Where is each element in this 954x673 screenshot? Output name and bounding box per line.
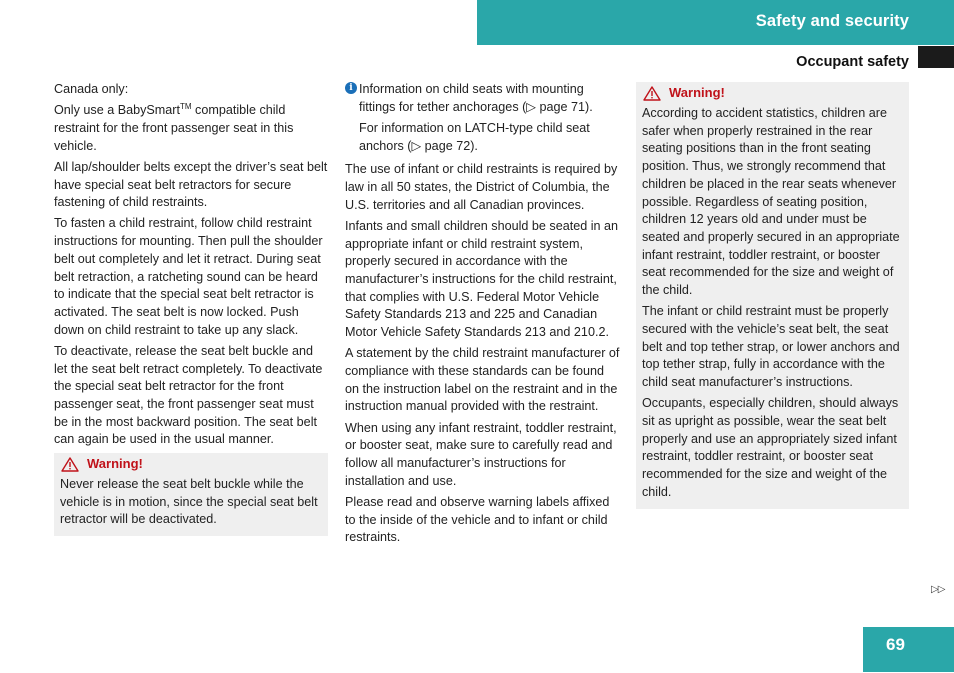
info-note	[345, 81, 621, 116]
warning-box	[54, 453, 328, 536]
warning-title: Warning!	[669, 85, 725, 100]
page-number: 69	[886, 635, 905, 654]
paragraph: Canada only:	[54, 82, 129, 96]
warning-triangle-icon	[643, 86, 661, 101]
warning-triangle-icon	[61, 457, 79, 472]
paragraph: A statement by the child restraint manufacturer of compliance with these standards can be found on the instruction label on the restraint and in the instruction manual provided with the restraint.	[345, 346, 620, 414]
info-text: Information on child seats with mounting fittings for tether anchorages (▷ page 71).	[359, 82, 593, 114]
paragraph: Infants and small children should be seated in an appropriate infant or child restraint system, properly secured in accordance with the manufacturer’s instructions for the child restraint, that complies with U.S. Federal Motor Vehicle Safety Standards 213 and 225 and Canadian Motor Vehicle Safety Standards 213 and 210.2.	[345, 218, 619, 340]
text-run: Only use a BabySmart	[54, 103, 180, 118]
warning-heading	[60, 455, 322, 473]
continued-marker: ▷▷	[931, 584, 945, 595]
paragraph: To deactivate, release the seat belt buckle and let the seat belt retract completely. To deactivate the special seat belt retractor for the front passenger seat, the front passenger seat must be in the most backward position. The seat belt can again be used in the usual manner.	[54, 343, 323, 447]
warning-text: According to accident statistics, children are safer when properly restrained in the rear seating positions than in the front seating position. Thus, we strongly recommend that children be placed in the rear seats whenever possible. Regardless of seating position, children 12 years old and under must be seated and properly secured in an appropriate infant restraint, toddler restraint, or booster seat recommended for the size and weight of the child.	[642, 106, 900, 298]
column-right	[636, 82, 909, 509]
column-left	[54, 81, 328, 536]
info-icon: i	[345, 82, 357, 94]
warning-text: The infant or child restraint must be properly secured with the vehicle’s seat belt, the seat belt and top tether strap, or lower anchors and top tether strap, fully in accordance with the child seat manufacturer’s instructions.	[642, 304, 900, 390]
info-note-continued: For information on LATCH-type child seat anchors (▷ page 72).	[359, 120, 590, 153]
paragraph: Please read and observe warning labels affixed to the inside of the vehicle and to infant or child restraints.	[345, 494, 610, 545]
paragraph: The use of infant or child restraints is required by law in all 50 states, the District of Columbia, the U.S. territories and all Canadian provinces.	[345, 162, 618, 212]
text-run: compatible child restraint for the front passenger seat in this vehicle.	[54, 103, 294, 153]
paragraph: To fasten a child restraint, follow child restraint instructions for mounting. Then pull the shoulder belt out completely and let it retract. During seat belt retraction, a ratcheting sound can be heard to indicate that the special seat belt retractor is activated. The seat belt is now locked. Push down on child restraint to take up any slack.	[54, 216, 323, 337]
warning-title: Warning!	[87, 456, 143, 472]
warning-text: Never release the seat belt buckle while the vehicle is in motion, since the special seat belt retractor will be deactivated.	[60, 477, 318, 527]
section-title: Safety and security	[755, 12, 909, 30]
column-middle	[345, 81, 621, 551]
trademark-superscript: TM	[180, 102, 192, 112]
page-number-box	[863, 627, 954, 672]
paragraph: When using any infant restraint, toddler restraint, or booster seat, make sure to carefully read and follow all manufacturer’s instructions for installation and use.	[345, 420, 617, 488]
thumb-index-tab	[918, 46, 954, 68]
paragraph: All lap/shoulder belts except the driver’s seat belt have special seat belt retractors for secure fastening of child restraints.	[54, 159, 328, 210]
warning-heading	[642, 84, 903, 102]
warning-text: Occupants, especially children, should always sit as upright as possible, wear the seat belt properly and use an appropriately sized infant restraint, toddler restraint, or booster seat recommended for the size and weight of the child.	[642, 396, 899, 499]
subsection-title: Occupant safety	[796, 54, 909, 70]
section-header-bar	[477, 0, 954, 45]
warning-box	[636, 82, 909, 509]
paragraph	[54, 102, 328, 155]
